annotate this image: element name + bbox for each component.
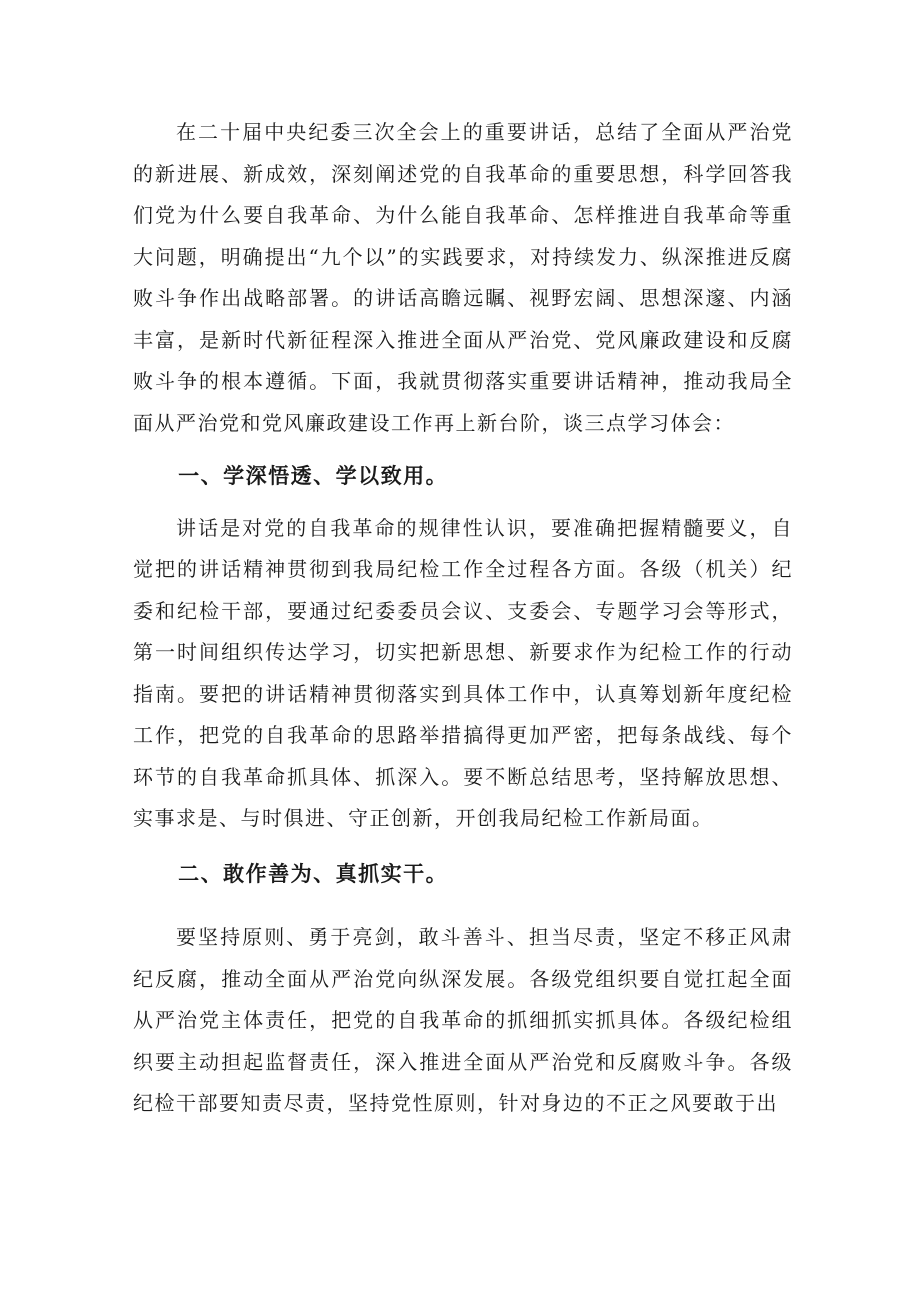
document-body bbox=[133, 112, 793, 1125]
intro-paragraph: 在二十届中央纪委三次全会上的重要讲话，总结了全面从严治党的新进展、新成效，深刻阐述党的自我革命的重要思想，科学回答我们党为什么要自我革命、为什么能自我革命、怎样推进自我革命等重大问题，明确提出“九个以”的实践要求，对持续发力、纵深推进反腐败斗争作出战略部署。的讲话高瞻远瞩、视野宏阔、思想深邃、内涵丰富，是新时代新征程深入推进全面从严治党、党风廉政建设和反腐败斗争的根本遵循。下面，我就贯彻落实重要讲话精神，推动我局全面从严治党和党风廉政建设工作再上新台阶，谈三点学习体会： bbox=[133, 120, 793, 435]
section-heading-1: 一、学深悟透、学以致用。 bbox=[178, 464, 449, 488]
section-heading-2: 二、敢作善为、真抓实干。 bbox=[178, 861, 449, 886]
section-1-paragraph: 讲话是对党的自我革命的规律性认识，要准确把握精髓要义，自觉把的讲话精神贯彻到我局纪检工作全过程各方面。各级（机关）纪委和纪检干部，要通过纪委委员会议、支委会、专题学习会等形式，第一时间组织传达学习，切实把新思想、新要求作为纪检工作的行动指南。要把的讲话精神贯彻落实到具体工作中，认真筹划新年度纪检工作，把党的自我革命的思路举措搞得更加严密，把每条战线、每个环节的自我革命抓具体、抓深入。要不断总结思考，坚持解放思想、实事求是、与时俱进、守正创新，开创我局纪检工作新局面。 bbox=[133, 515, 793, 830]
section-2-paragraph: 要坚持原则、勇于亮剑，敢斗善斗、担当尽责，坚定不移正风肃纪反腐，推动全面从严治党向纵深发展。各级党组织要自觉扛起全面从严治党主体责任，把党的自我革命的抓细抓实抓具体。各级纪检组织要主动担起监督责任，深入推进全面从严治党和反腐败斗争。各级纪检干部要知责尽责，坚持党性原则，针对身边的不正之风要敢于出 bbox=[133, 925, 793, 1115]
